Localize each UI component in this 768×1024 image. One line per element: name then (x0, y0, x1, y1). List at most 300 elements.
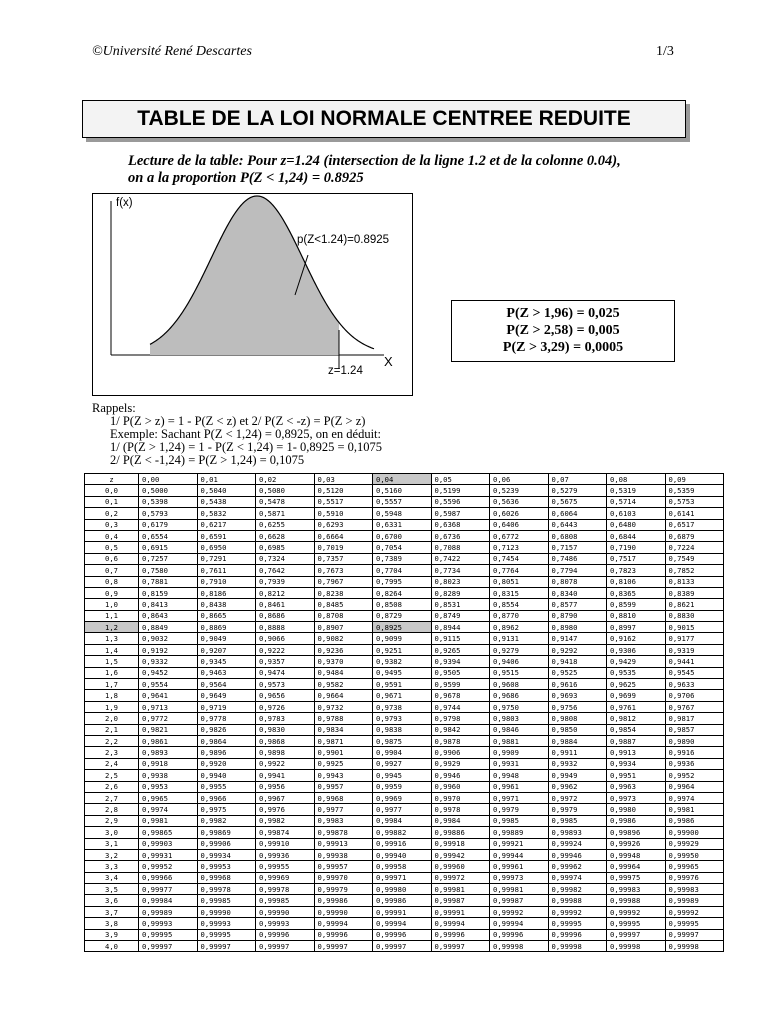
table-cell: 0,9898 (256, 747, 315, 758)
table-cell: 0,7291 (197, 553, 256, 564)
table-cell: 0,8315 (490, 587, 549, 598)
table-cell: 0,99896 (607, 827, 666, 838)
table-cell: 0,7611 (197, 565, 256, 576)
table-row (85, 496, 724, 507)
z-value-label: z=1.24 (328, 365, 363, 377)
table-cell: 0,5987 (431, 508, 490, 519)
table-cell: 0,8708 (314, 610, 373, 621)
table-cell: 0,9495 (373, 667, 432, 678)
row-header: 1,2 (85, 622, 139, 633)
table-cell: 0,99983 (607, 884, 666, 895)
table-row (85, 758, 724, 769)
table-cell: 0,9925 (314, 758, 373, 769)
table-cell: 0,6700 (373, 530, 432, 541)
table-row (85, 565, 724, 576)
table-cell: 0,9890 (665, 735, 724, 746)
table-cell: 0,7389 (373, 553, 432, 564)
table-cell: 0,9803 (490, 713, 549, 724)
table-cell: 0,99981 (431, 884, 490, 895)
table-cell: 0,7910 (197, 576, 256, 587)
table-cell: 0,99996 (548, 929, 607, 940)
table-cell: 0,8944 (431, 622, 490, 633)
table-cell: 0,99987 (431, 895, 490, 906)
row-header: 1,3 (85, 633, 139, 644)
table-cell: 0,9830 (256, 724, 315, 735)
table-cell: 0,8665 (197, 610, 256, 621)
row-header: 0,8 (85, 576, 139, 587)
table-corner-z: z (85, 474, 139, 485)
table-row (85, 781, 724, 792)
table-cell: 0,99957 (314, 861, 373, 872)
table-cell: 0,99980 (373, 884, 432, 895)
reading-instructions (128, 153, 621, 187)
table-cell: 0,9981 (139, 815, 198, 826)
table-cell: 0,99993 (256, 918, 315, 929)
table-cell: 0,9871 (314, 735, 373, 746)
row-header: 1,9 (85, 701, 139, 712)
table-cell: 0,9911 (548, 747, 607, 758)
table-cell: 0,99995 (665, 918, 724, 929)
table-cell: 0,9971 (490, 792, 549, 803)
table-cell: 0,99952 (139, 861, 198, 872)
table-cell: 0,99955 (256, 861, 315, 872)
table-cell: 0,9913 (607, 747, 666, 758)
table-cell: 0,9979 (490, 804, 549, 815)
table-cell: 0,9756 (548, 701, 607, 712)
table-cell: 0,9940 (197, 770, 256, 781)
table-cell: 0,99998 (607, 941, 666, 952)
table-cell: 0,99968 (197, 872, 256, 883)
table-cell: 0,99995 (197, 929, 256, 940)
table-cell: 0,99996 (256, 929, 315, 940)
table-cell: 0,9332 (139, 656, 198, 667)
table-cell: 0,8888 (256, 622, 315, 633)
row-header: 3,7 (85, 906, 139, 917)
page-number: 1/3 (656, 44, 674, 59)
table-cell: 0,9778 (197, 713, 256, 724)
table-cell: 0,9936 (665, 758, 724, 769)
table-cell: 0,6808 (548, 530, 607, 541)
table-cell: 0,99989 (139, 906, 198, 917)
table-cell: 0,9941 (256, 770, 315, 781)
table-cell: 0,9032 (139, 633, 198, 644)
table-cell: 0,9783 (256, 713, 315, 724)
reminders-example: Exemple: Sachant P(Z < 1,24) = 0,8925, on en déduit: (110, 427, 381, 441)
table-cell: 0,99995 (139, 929, 198, 940)
table-cell: 0,99886 (431, 827, 490, 838)
row-header: 2,2 (85, 735, 139, 746)
table-cell: 0,9878 (431, 735, 490, 746)
row-header: 1,0 (85, 599, 139, 610)
row-header: 0,3 (85, 519, 139, 530)
table-cell: 0,9969 (373, 792, 432, 803)
table-cell: 0,9505 (431, 667, 490, 678)
table-cell: 0,9864 (197, 735, 256, 746)
table-cell: 0,99994 (373, 918, 432, 929)
table-cell: 0,5596 (431, 496, 490, 507)
table-cell: 0,9986 (665, 815, 724, 826)
table-cell: 0,8485 (314, 599, 373, 610)
table-cell: 0,9857 (665, 724, 724, 735)
instructions-line-1: Lecture de la table: Pour z=1.24 (intersection de la ligne 1.2 et de la colonne 0.04), (128, 153, 621, 169)
table-row (85, 941, 724, 952)
table-cell: 0,8749 (431, 610, 490, 621)
table-cell: 0,99993 (139, 918, 198, 929)
table-cell: 0,9535 (607, 667, 666, 678)
table-cell: 0,9131 (490, 633, 549, 644)
table-row (85, 884, 724, 895)
table-cell: 0,6103 (607, 508, 666, 519)
table-cell: 0,99938 (314, 849, 373, 860)
table-cell: 0,99981 (490, 884, 549, 895)
table-cell: 0,5120 (314, 485, 373, 496)
row-header: 2,7 (85, 792, 139, 803)
table-cell: 0,9978 (431, 804, 490, 815)
table-cell: 0,9251 (373, 644, 432, 655)
table-cell: 0,9812 (607, 713, 666, 724)
table-cell: 0,99960 (431, 861, 490, 872)
table-row (85, 542, 724, 553)
table-cell: 0,9967 (256, 792, 315, 803)
table-cell: 0,6985 (256, 542, 315, 553)
table-cell: 0,9980 (607, 804, 666, 815)
table-cell: 0,99910 (256, 838, 315, 849)
table-cell: 0,99958 (373, 861, 432, 872)
reminders-rule: 1/ P(Z > z) = 1 - P(Z < z) et 2/ P(Z < -z) = P(Z > z) (110, 414, 366, 428)
table-cell: 0,99997 (139, 941, 198, 952)
table-cell: 0,99913 (314, 838, 373, 849)
table-cell: 0,99918 (431, 838, 490, 849)
table-row (85, 918, 724, 929)
table-cell: 0,9082 (314, 633, 373, 644)
table-cell: 0,9982 (256, 815, 315, 826)
table-cell: 0,5438 (197, 496, 256, 507)
table-cell: 0,5517 (314, 496, 373, 507)
table-row (85, 713, 724, 724)
header-copyright: ©Université René Descartes (92, 44, 252, 59)
table-cell: 0,7454 (490, 553, 549, 564)
table-cell: 0,6179 (139, 519, 198, 530)
table-cell: 0,99986 (373, 895, 432, 906)
table-cell: 0,8186 (197, 587, 256, 598)
table-cell: 0,7734 (431, 565, 490, 576)
table-cell: 0,9192 (139, 644, 198, 655)
x-axis-label: X (384, 354, 393, 369)
row-header: 3,3 (85, 861, 139, 872)
table-row (85, 530, 724, 541)
table-cell: 0,9625 (607, 679, 666, 690)
normal-distribution-table (84, 473, 724, 952)
table-cell: 0,99990 (197, 906, 256, 917)
table-cell: 0,9452 (139, 667, 198, 678)
table-cell: 0,99944 (490, 849, 549, 860)
table-cell: 0,9798 (431, 713, 490, 724)
table-cell: 0,9515 (490, 667, 549, 678)
table-cell: 0,9207 (197, 644, 256, 655)
table-cell: 0,9986 (607, 815, 666, 826)
table-row (85, 656, 724, 667)
row-header: 2,4 (85, 758, 139, 769)
column-header: 0,03 (314, 474, 373, 485)
table-cell: 0,8438 (197, 599, 256, 610)
table-cell: 0,9952 (665, 770, 724, 781)
table-row (85, 906, 724, 917)
table-cell: 0,9949 (548, 770, 607, 781)
table-cell: 0,8051 (490, 576, 549, 587)
table-cell: 0,9929 (431, 758, 490, 769)
table-cell: 0,9066 (256, 633, 315, 644)
table-cell: 0,9909 (490, 747, 549, 758)
table-cell: 0,8461 (256, 599, 315, 610)
table-cell: 0,7549 (665, 553, 724, 564)
table-cell: 0,99975 (607, 872, 666, 883)
table-cell: 0,99934 (197, 849, 256, 860)
table-cell: 0,99874 (256, 827, 315, 838)
page-title: TABLE DE LA LOI NORMALE CENTREE REDUITE (82, 100, 686, 138)
table-row (85, 644, 724, 655)
table-cell: 0,9484 (314, 667, 373, 678)
table-cell: 0,7224 (665, 542, 724, 553)
table-cell: 0,9975 (197, 804, 256, 815)
table-cell: 0,9945 (373, 770, 432, 781)
table-cell: 0,9943 (314, 770, 373, 781)
table-cell: 0,7088 (431, 542, 490, 553)
reminders-step-2: 2/ P(Z < -1,24) = P(Z > 1,24) = 0,1075 (110, 453, 305, 467)
table-cell: 0,9957 (314, 781, 373, 792)
table-cell: 0,9970 (431, 792, 490, 803)
table-cell: 0,5398 (139, 496, 198, 507)
table-cell: 0,99978 (256, 884, 315, 895)
table-cell: 0,7190 (607, 542, 666, 553)
table-row (85, 553, 724, 564)
table-cell: 0,9738 (373, 701, 432, 712)
table-cell: 0,9671 (373, 690, 432, 701)
table-cell: 0,9808 (548, 713, 607, 724)
row-header: 1,1 (85, 610, 139, 621)
table-cell: 0,7123 (490, 542, 549, 553)
table-cell: 0,9686 (490, 690, 549, 701)
table-cell: 0,6217 (197, 519, 256, 530)
table-cell: 0,5557 (373, 496, 432, 507)
table-cell: 0,7764 (490, 565, 549, 576)
table-cell: 0,99996 (431, 929, 490, 940)
table-cell: 0,9850 (548, 724, 607, 735)
table-cell: 0,9821 (139, 724, 198, 735)
column-header: 0,06 (490, 474, 549, 485)
table-cell: 0,99962 (548, 861, 607, 872)
table-cell: 0,7357 (314, 553, 373, 564)
table-cell: 0,9222 (256, 644, 315, 655)
table-cell: 0,6406 (490, 519, 549, 530)
table-cell: 0,99997 (256, 941, 315, 952)
table-cell: 0,7642 (256, 565, 315, 576)
table-row (85, 485, 724, 496)
table-cell: 0,99869 (197, 827, 256, 838)
table-cell: 0,99994 (431, 918, 490, 929)
normal-curve-figure (92, 193, 413, 396)
table-cell: 0,7517 (607, 553, 666, 564)
table-cell: 0,99900 (665, 827, 724, 838)
table-cell: 0,9946 (431, 770, 490, 781)
table-cell: 0,9115 (431, 633, 490, 644)
table-cell: 0,99974 (548, 872, 607, 883)
table-row (85, 576, 724, 587)
table-cell: 0,5910 (314, 508, 373, 519)
table-cell: 0,7794 (548, 565, 607, 576)
table-cell: 0,6255 (256, 519, 315, 530)
table-cell: 0,9834 (314, 724, 373, 735)
table-cell: 0,8643 (139, 610, 198, 621)
row-header: 4,0 (85, 941, 139, 952)
table-cell: 0,9633 (665, 679, 724, 690)
table-cell: 0,99988 (548, 895, 607, 906)
table-cell: 0,99878 (314, 827, 373, 838)
row-header: 1,6 (85, 667, 139, 678)
table-cell: 0,7967 (314, 576, 373, 587)
area-label: p(Z<1.24)=0.8925 (297, 234, 390, 246)
table-cell: 0,9788 (314, 713, 373, 724)
table-cell: 0,9706 (665, 690, 724, 701)
table-cell: 0,8980 (548, 622, 607, 633)
table-cell: 0,9826 (197, 724, 256, 735)
table-row (85, 849, 724, 860)
table-cell: 0,9265 (431, 644, 490, 655)
table-cell: 0,6331 (373, 519, 432, 530)
table-row (85, 735, 724, 746)
row-header: 2,6 (85, 781, 139, 792)
table-cell: 0,9382 (373, 656, 432, 667)
table-cell: 0,6950 (197, 542, 256, 553)
table-cell: 0,99970 (314, 872, 373, 883)
row-header: 3,5 (85, 884, 139, 895)
table-cell: 0,9345 (197, 656, 256, 667)
y-axis-label: f(x) (116, 197, 133, 209)
table-cell: 0,99992 (607, 906, 666, 917)
table-cell: 0,6736 (431, 530, 490, 541)
column-header: 0,07 (548, 474, 607, 485)
row-header: 1,7 (85, 679, 139, 690)
table-cell: 0,9817 (665, 713, 724, 724)
table-cell: 0,8106 (607, 576, 666, 587)
row-header: 0,1 (85, 496, 139, 507)
table-cell: 0,9948 (490, 770, 549, 781)
table-cell: 0,9656 (256, 690, 315, 701)
table-cell: 0,9406 (490, 656, 549, 667)
table-cell: 0,8849 (139, 622, 198, 633)
table-cell: 0,99942 (431, 849, 490, 860)
table-cell: 0,9854 (607, 724, 666, 735)
table-cell: 0,9319 (665, 644, 724, 655)
table-cell: 0,8264 (373, 587, 432, 598)
table-cell: 0,9962 (548, 781, 607, 792)
table-cell: 0,99990 (314, 906, 373, 917)
table-cell: 0,9573 (256, 679, 315, 690)
table-cell: 0,99989 (665, 895, 724, 906)
table-cell: 0,5160 (373, 485, 432, 496)
table-cell: 0,9099 (373, 633, 432, 644)
table-cell: 0,9429 (607, 656, 666, 667)
table-cell: 0,9616 (548, 679, 607, 690)
table-cell: 0,8023 (431, 576, 490, 587)
table-cell: 0,9292 (548, 644, 607, 655)
reminders (92, 402, 382, 467)
table-cell: 0,9147 (548, 633, 607, 644)
table-row (85, 895, 724, 906)
table-cell: 0,9732 (314, 701, 373, 712)
table-cell: 0,9793 (373, 713, 432, 724)
table-cell: 0,9976 (256, 804, 315, 815)
table-row (85, 792, 724, 803)
table-cell: 0,9608 (490, 679, 549, 690)
table-cell: 0,8770 (490, 610, 549, 621)
table-cell: 0,9974 (139, 804, 198, 815)
table-row (85, 690, 724, 701)
table-row (85, 929, 724, 940)
table-cell: 0,8340 (548, 587, 607, 598)
row-header: 1,4 (85, 644, 139, 655)
table-cell: 0,5478 (256, 496, 315, 507)
table-cell: 0,99929 (665, 838, 724, 849)
table-cell: 0,9982 (197, 815, 256, 826)
table-cell: 0,99977 (139, 884, 198, 895)
table-cell: 0,8413 (139, 599, 198, 610)
table-cell: 0,9916 (665, 747, 724, 758)
table-cell: 0,8554 (490, 599, 549, 610)
table-cell: 0,99916 (373, 838, 432, 849)
table-cell: 0,5040 (197, 485, 256, 496)
table-cell: 0,9977 (314, 804, 373, 815)
table-cell: 0,99994 (490, 918, 549, 929)
table-cell: 0,7939 (256, 576, 315, 587)
table-cell: 0,8389 (665, 587, 724, 598)
column-header: 0,00 (139, 474, 198, 485)
table-cell: 0,7257 (139, 553, 198, 564)
table-cell: 0,99926 (607, 838, 666, 849)
table-cell: 0,99985 (197, 895, 256, 906)
table-cell: 0,9875 (373, 735, 432, 746)
table-cell: 0,9306 (607, 644, 666, 655)
table-cell: 0,7054 (373, 542, 432, 553)
table-cell: 0,9965 (139, 792, 198, 803)
table-cell: 0,8599 (607, 599, 666, 610)
table-row (85, 519, 724, 530)
table-cell: 0,9934 (607, 758, 666, 769)
table-cell: 0,9931 (490, 758, 549, 769)
table-cell: 0,8810 (607, 610, 666, 621)
table-cell: 0,99992 (548, 906, 607, 917)
table-cell: 0,99969 (256, 872, 315, 883)
table-cell: 0,9974 (665, 792, 724, 803)
table-cell: 0,8508 (373, 599, 432, 610)
table-row (85, 610, 724, 621)
table-cell: 0,99865 (139, 827, 198, 838)
row-header: 2,5 (85, 770, 139, 781)
table-cell: 0,9983 (314, 815, 373, 826)
row-header: 1,5 (85, 656, 139, 667)
row-header: 3,0 (85, 827, 139, 838)
table-cell: 0,8577 (548, 599, 607, 610)
table-cell: 0,99991 (373, 906, 432, 917)
critical-value-258: P(Z > 2,58) = 0,005 (506, 323, 620, 338)
table-row (85, 667, 724, 678)
table-cell: 0,9984 (373, 815, 432, 826)
table-cell: 0,7422 (431, 553, 490, 564)
critical-value-329: P(Z > 3,29) = 0,0005 (502, 340, 624, 355)
table-cell: 0,8133 (665, 576, 724, 587)
row-header: 2,3 (85, 747, 139, 758)
column-header: 0,04 (373, 474, 432, 485)
table-cell: 0,9177 (665, 633, 724, 644)
